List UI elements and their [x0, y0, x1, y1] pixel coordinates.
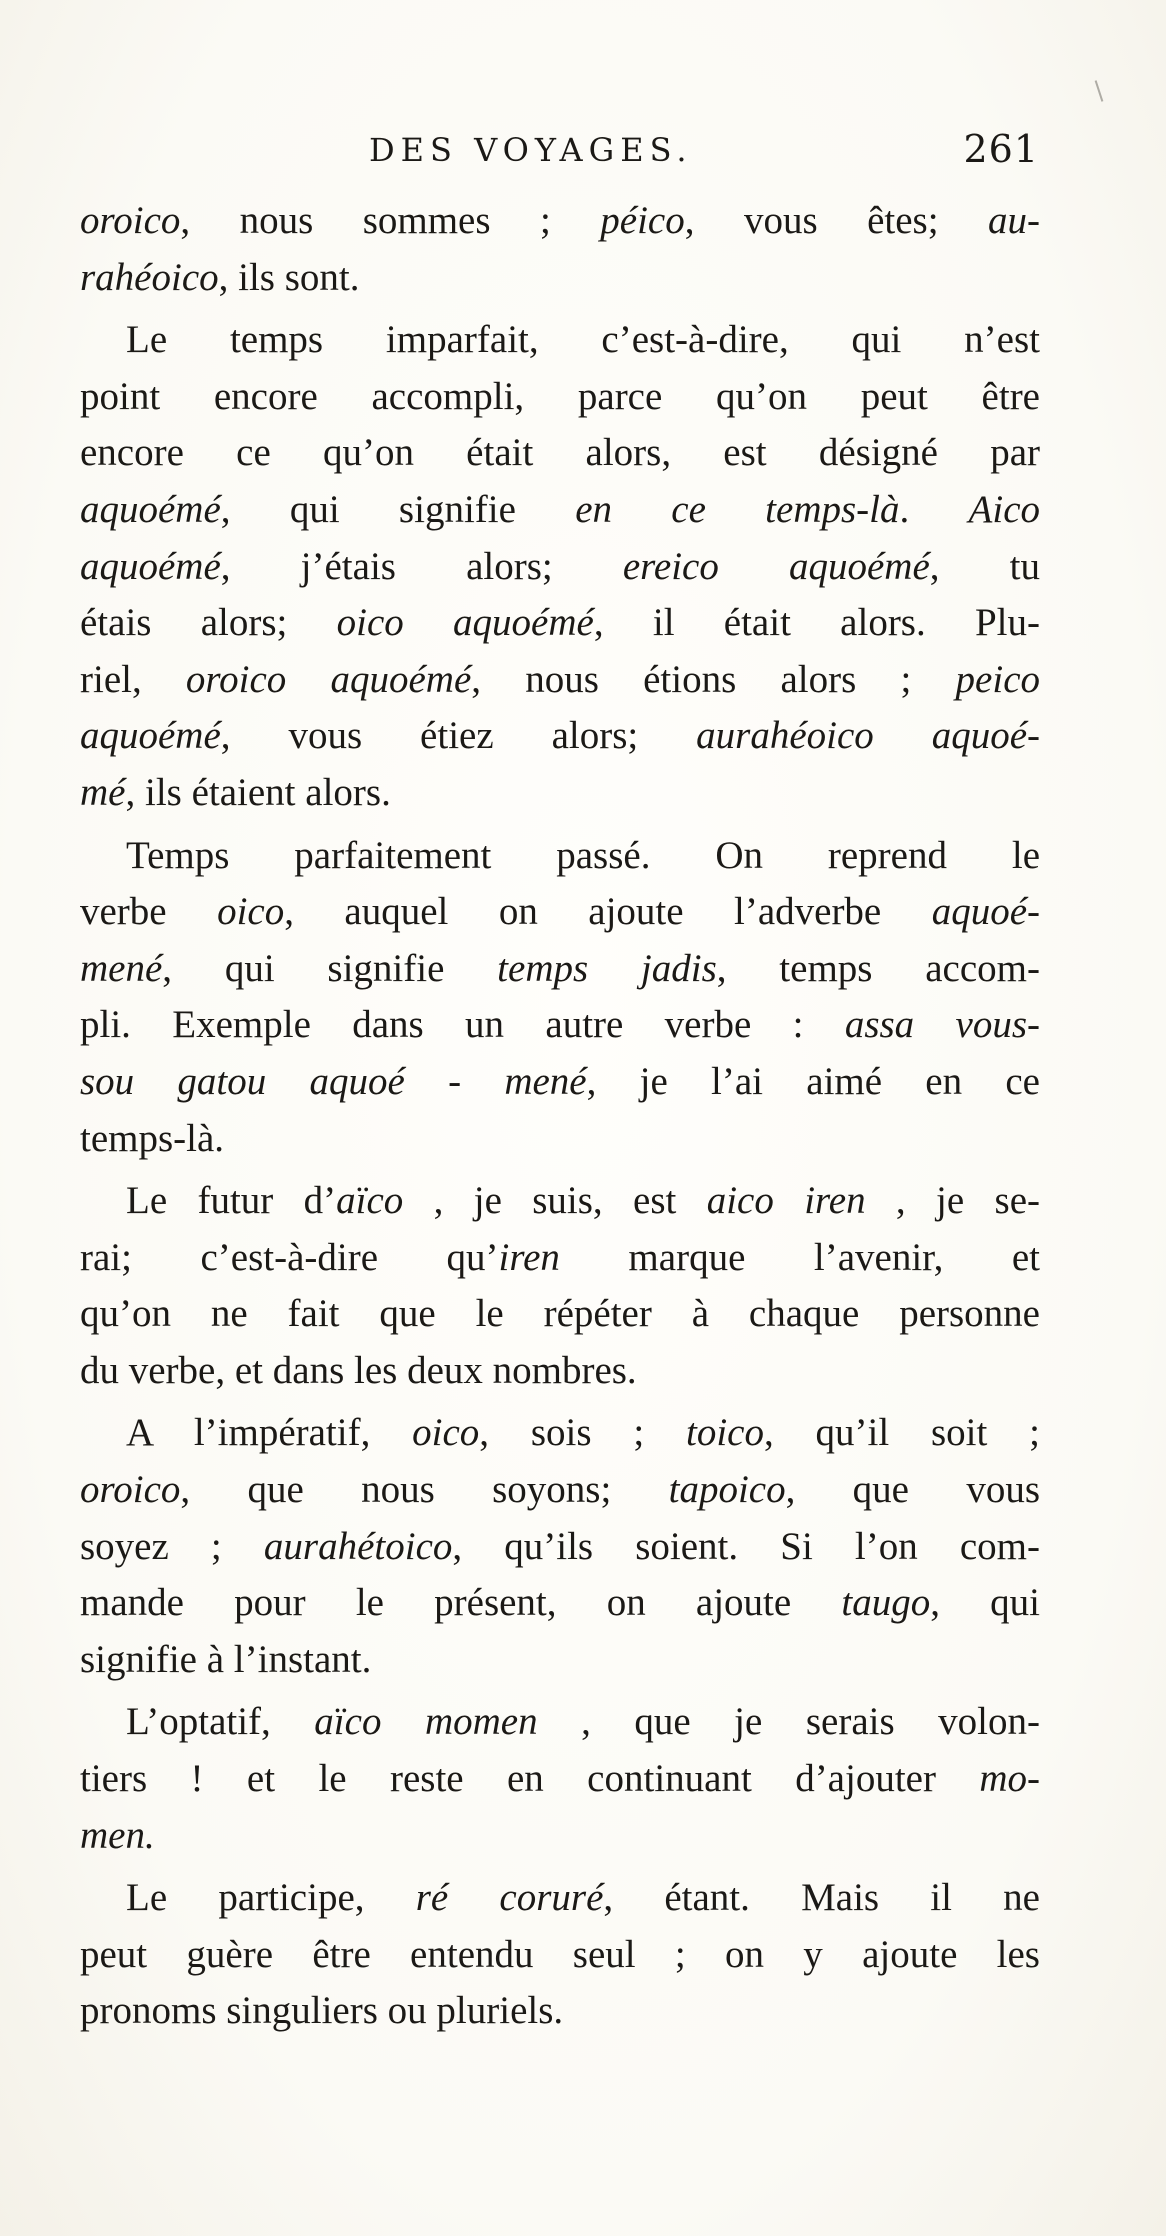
text-line	[80, 1230, 1040, 1287]
italic-term: peico	[955, 657, 1041, 701]
text-run: , ils étaient alors.	[125, 770, 391, 814]
text-line	[80, 828, 1040, 885]
italic-term: rahéoico	[80, 255, 219, 299]
italic-term: aïco momen	[314, 1700, 538, 1744]
text-line	[80, 1173, 1040, 1230]
text-line	[80, 425, 1040, 482]
text-run: mande pour le présent, on ajoute	[80, 1581, 842, 1625]
italic-term: Aico	[968, 487, 1040, 531]
text-run: Temps parfaitement passé. On reprend le	[126, 833, 1040, 877]
italic-term: oroico aquoémé	[185, 657, 472, 701]
text-line	[80, 1462, 1040, 1519]
text-run: Le futur d’	[126, 1179, 337, 1223]
text-line	[80, 1870, 1040, 1927]
text-line	[80, 1343, 1040, 1400]
text-run: tiers ! et le reste en continuant d’ajouter	[80, 1757, 980, 1801]
text-run: peut guère être entendu seul ; on y ajoute les	[80, 1932, 1040, 1976]
running-title: DES VOYAGES.	[369, 131, 693, 169]
text-line	[80, 1694, 1040, 1751]
text-run: , auquel on ajoute l’adverbe	[284, 890, 932, 934]
text-run: , temps accom-	[716, 946, 1040, 990]
text-run: qu’on ne fait que le répéter à chaque personne	[80, 1292, 1040, 1336]
italic-term: aico iren	[706, 1179, 866, 1223]
italic-term: péico	[600, 199, 685, 242]
text-run: , étant. Mais il ne	[603, 1876, 1040, 1920]
text-run: , qu’ils soient. Si l’on com-	[452, 1524, 1040, 1568]
text-line	[80, 193, 1040, 250]
text-line	[80, 1983, 1040, 2040]
italic-term: oico aquoémé	[336, 601, 594, 645]
italic-term: assa vous-	[844, 1003, 1040, 1047]
paragraph	[80, 1694, 1040, 1864]
italic-term: aquoémé	[80, 714, 221, 758]
text-line	[80, 1808, 1040, 1865]
text-run: rai; c’est-à-dire qu’	[80, 1235, 499, 1279]
paragraph	[80, 828, 1040, 1168]
text-run: marque l’avenir, et	[559, 1235, 1041, 1279]
text-line	[80, 997, 1040, 1054]
italic-term: mo-	[979, 1757, 1040, 1801]
text-line	[80, 1632, 1040, 1689]
italic-term: iren	[498, 1235, 560, 1279]
italic-term: mé	[80, 770, 126, 814]
text-line	[80, 1927, 1040, 1984]
text-run: A l’impératif,	[126, 1411, 413, 1455]
text-run: point encore accompli, parce qu’on peut être	[80, 374, 1040, 418]
italic-term: toico	[686, 1411, 764, 1455]
text-line	[80, 1054, 1040, 1111]
text-line	[80, 884, 1040, 941]
text-line	[80, 482, 1040, 539]
text-run: encore ce qu’on était alors, est désigné par	[80, 431, 1040, 475]
text-line	[80, 1751, 1040, 1808]
text-line	[80, 250, 1040, 307]
body-text	[80, 193, 1040, 2046]
text-line	[80, 652, 1040, 709]
text-run: .	[899, 487, 969, 531]
paragraph	[80, 312, 1040, 821]
italic-term: au-	[988, 199, 1040, 242]
text-run: , il était alors. Plu-	[593, 601, 1040, 645]
text-run: pli. Exemple dans un autre verbe :	[80, 1003, 845, 1047]
paragraph	[80, 1173, 1040, 1399]
text-run: , tu	[929, 544, 1041, 588]
text-run: , que vous	[785, 1468, 1040, 1512]
paragraph	[80, 1870, 1040, 2040]
text-run: , ils sont.	[218, 255, 360, 299]
text-run: , qu’il soit ;	[763, 1411, 1040, 1455]
italic-term: aquoémé	[80, 544, 221, 588]
text-run: , qui signifie	[162, 946, 498, 990]
text-run: , qui	[930, 1581, 1040, 1625]
text-line	[80, 1405, 1040, 1462]
text-run: , nous étions alors ;	[471, 657, 956, 701]
text-run: , vous étiez alors;	[220, 714, 697, 758]
text-run: , j’étais alors;	[220, 544, 623, 588]
text-run: verbe	[80, 890, 218, 934]
text-run: soyez ;	[80, 1524, 264, 1568]
page-number: 261	[963, 127, 1039, 171]
text-run: étais alors;	[80, 601, 337, 645]
italic-term: men.	[80, 1813, 155, 1857]
italic-term: oico	[217, 890, 285, 934]
italic-term: oroico	[80, 1468, 181, 1512]
paragraph	[80, 193, 1040, 306]
text-run: , que nous soyons;	[180, 1468, 669, 1512]
text-line	[80, 1575, 1040, 1632]
italic-term: ereico aquoémé	[622, 544, 930, 588]
page-header	[80, 127, 1080, 191]
text-run: , nous sommes ;	[180, 199, 601, 242]
text-run: , que je serais volon-	[537, 1700, 1040, 1744]
text-line	[80, 708, 1040, 765]
italic-term: oico	[412, 1411, 480, 1455]
text-run: , sois ;	[479, 1411, 686, 1455]
italic-term: oroico	[80, 199, 181, 242]
text-run: signifie à l’instant.	[80, 1637, 372, 1681]
margin-mark	[1095, 80, 1104, 102]
italic-term: tapoico	[668, 1468, 786, 1512]
italic-term: en ce temps-là	[575, 487, 900, 531]
text-line	[80, 595, 1040, 652]
text-run: riel,	[80, 657, 186, 701]
paragraph	[80, 1405, 1040, 1688]
text-line	[80, 369, 1040, 426]
italic-term: taugo	[841, 1581, 931, 1625]
text-run: , je suis, est	[403, 1179, 707, 1223]
italic-term: mené	[80, 946, 163, 990]
italic-term: aquoé-	[931, 890, 1040, 934]
italic-term: aurahétoico	[263, 1524, 453, 1568]
italic-term: aïco	[336, 1179, 404, 1223]
text-run: temps-là.	[80, 1116, 225, 1160]
text-run: pronoms singuliers ou pluriels.	[80, 1989, 564, 2033]
text-run: Le temps imparfait, c’est-à-dire, qui n’est	[126, 318, 1040, 362]
text-run: L’optatif,	[126, 1700, 315, 1744]
italic-term: aquoémé	[80, 487, 221, 531]
text-line	[80, 312, 1040, 369]
italic-term: sou gatou aquoé - mené	[80, 1059, 587, 1103]
text-line	[80, 765, 1040, 822]
italic-term: aurahéoico aquoé-	[696, 714, 1040, 758]
text-line	[80, 941, 1040, 998]
text-line	[80, 1519, 1040, 1576]
text-run: , qui signifie	[220, 487, 576, 531]
text-line	[80, 1111, 1040, 1168]
text-run: , je se-	[865, 1179, 1040, 1223]
text-run: , vous êtes;	[684, 199, 988, 242]
text-run: , je l’ai aimé en ce	[586, 1059, 1040, 1103]
italic-term: temps jadis	[497, 946, 717, 990]
italic-term: ré coruré	[415, 1876, 604, 1920]
text-line	[80, 539, 1040, 596]
text-line	[80, 1286, 1040, 1343]
text-run: Le participe,	[126, 1876, 416, 1920]
text-run: du verbe, et dans les deux nombres.	[80, 1348, 637, 1392]
